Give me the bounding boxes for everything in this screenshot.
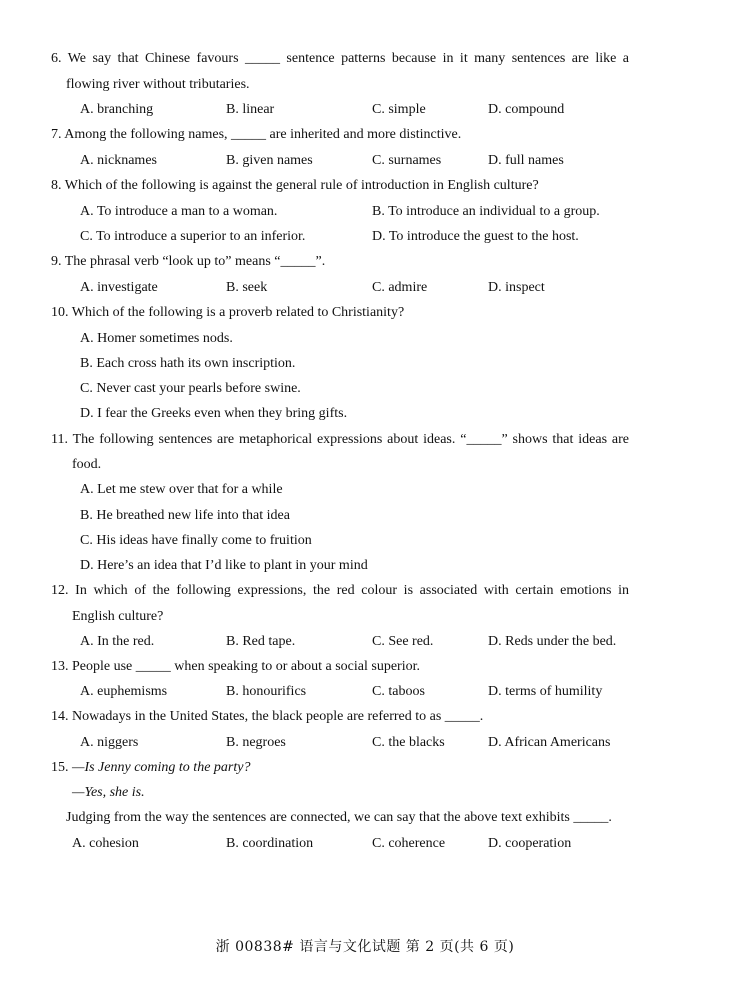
page-footer: 浙 00838# 语言与文化试题 第 2 页(共 6 页) (215, 939, 515, 955)
question-15-dialog-line1: —Is Jenny coming to the party? (72, 760, 251, 775)
question-8-option-c: C. To introduce a superior to an inferior. (80, 229, 306, 244)
question-15-option-c: C. coherence (372, 836, 446, 851)
question-6-stem-line2: flowing river without tributaries. (66, 77, 250, 92)
question-15-option-a: A. cohesion (72, 836, 139, 851)
question-6-option-b: B. linear (226, 102, 275, 117)
question-6-stem-line1: 6. We say that Chinese favours _____ sentence patterns because in it many sentences are like a (51, 51, 629, 66)
question-6-option-d: D. compound (488, 102, 565, 117)
question-14-option-b: B. negroes (226, 735, 286, 750)
question-15-option-d: D. cooperation (488, 836, 572, 851)
question-9-option-a: A. investigate (80, 280, 158, 295)
question-12-stem-line1: 12. In which of the following expressions, the red colour is associated with certain emotions in (51, 583, 629, 598)
question-14-option-a: A. niggers (80, 735, 139, 750)
question-12-stem-line2: English culture? (72, 609, 164, 624)
question-13-option-a: A. euphemisms (80, 684, 168, 699)
question-9-option-b: B. seek (226, 280, 268, 295)
question-7-option-b: B. given names (226, 153, 313, 168)
question-6-option-c: C. simple (372, 102, 426, 117)
question-15-number: 15. (51, 760, 69, 775)
question-11-option-c: C. His ideas have finally come to fruition (80, 533, 312, 548)
question-8-option-a: A. To introduce a man to a woman. (80, 204, 278, 219)
question-10-stem: 10. Which of the following is a proverb related to Christianity? (51, 305, 405, 320)
question-12-option-a: A. In the red. (80, 634, 155, 649)
question-7-option-c: C. surnames (372, 153, 442, 168)
question-8-option-d: D. To introduce the guest to the host. (372, 229, 579, 244)
question-7-stem: 7. Among the following names, _____ are inherited and more distinctive. (51, 127, 462, 142)
question-15-stem: Judging from the way the sentences are connected, we can say that the above text exhibits _____. (66, 810, 612, 825)
question-10-option-d: D. I fear the Greeks even when they bring gifts. (80, 406, 348, 421)
question-8-stem: 8. Which of the following is against the general rule of introduction in English culture? (51, 178, 539, 193)
question-12-option-b: B. Red tape. (226, 634, 296, 649)
question-12-option-c: C. See red. (372, 634, 434, 649)
question-12-option-d: D. Reds under the bed. (488, 634, 617, 649)
question-7-option-a: A. nicknames (80, 153, 157, 168)
question-14-stem: 14. Nowadays in the United States, the black people are referred to as _____. (51, 709, 484, 724)
question-8-option-b: B. To introduce an individual to a group. (372, 204, 600, 219)
question-13-option-b: B. honourifics (226, 684, 307, 699)
question-15-option-b: B. coordination (226, 836, 314, 851)
question-11-stem-line1: 11. The following sentences are metaphorical expressions about ideas. “_____” shows that ideas are (51, 432, 629, 447)
question-11-option-a: A. Let me stew over that for a while (80, 482, 283, 497)
question-6-option-a: A. branching (80, 102, 154, 117)
question-9-option-c: C. admire (372, 280, 428, 295)
question-14-option-d: D. African Americans (488, 735, 611, 750)
question-10-option-b: B. Each cross hath its own inscription. (80, 356, 296, 371)
question-14-option-c: C. the blacks (372, 735, 445, 750)
question-11-option-b: B. He breathed new life into that idea (80, 508, 290, 523)
question-13-option-d: D. terms of humility (488, 684, 603, 699)
question-9-option-d: D. inspect (488, 280, 545, 295)
question-15-dialog-line2: —Yes, she is. (72, 785, 145, 800)
question-7-option-d: D. full names (488, 153, 564, 168)
question-11-option-d: D. Here’s an idea that I’d like to plant in your mind (80, 558, 368, 573)
question-13-stem: 13. People use _____ when speaking to or about a social superior. (51, 659, 420, 674)
question-9-stem: 9. The phrasal verb “look up to” means “_____”. (51, 254, 326, 269)
question-10-option-a: A. Homer sometimes nods. (80, 331, 233, 346)
question-10-option-c: C. Never cast your pearls before swine. (80, 381, 301, 396)
question-11-stem-line2: food. (72, 457, 102, 472)
question-13-option-c: C. taboos (372, 684, 425, 699)
